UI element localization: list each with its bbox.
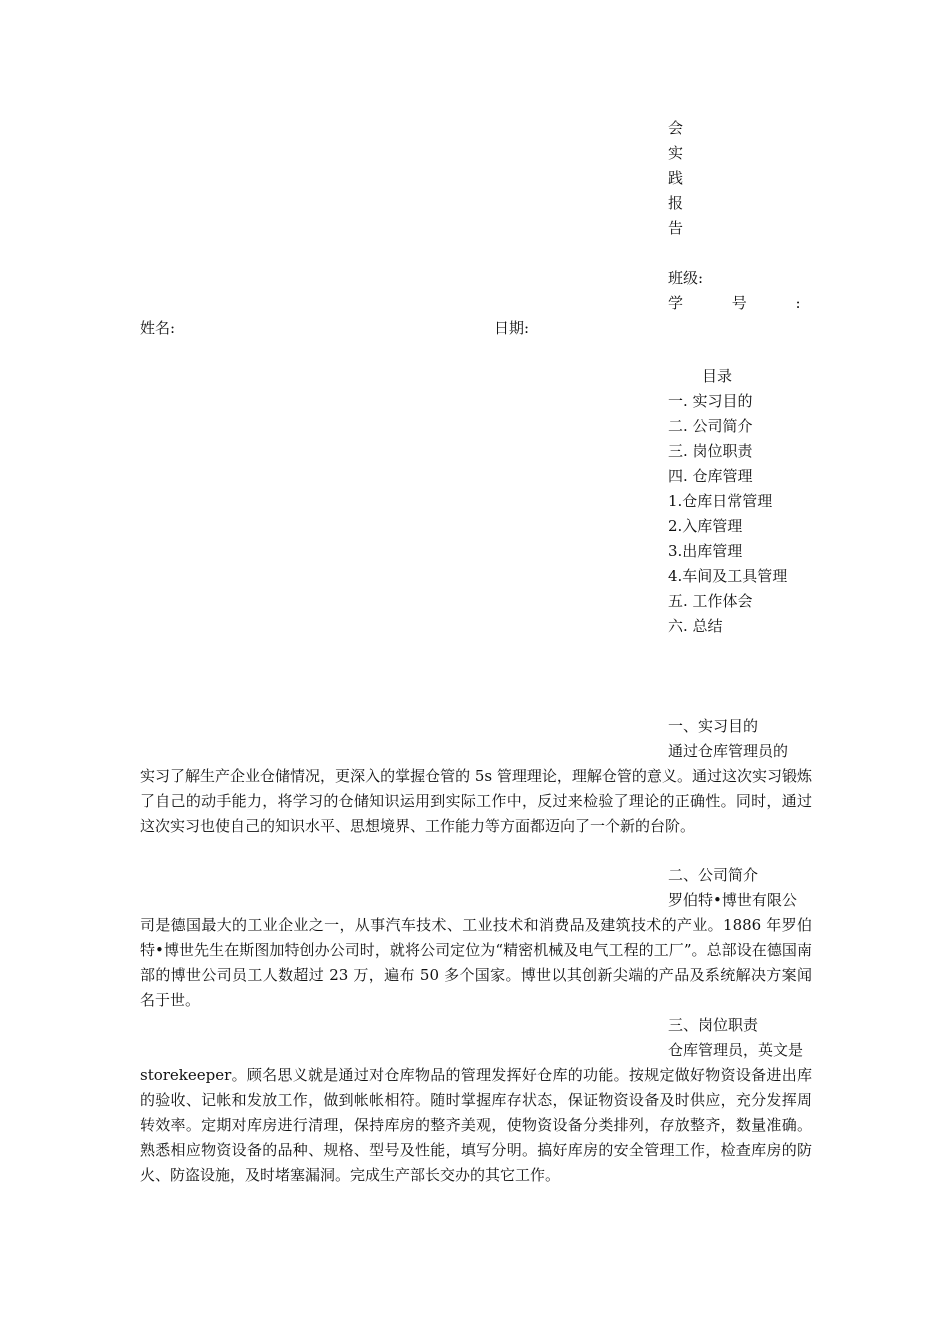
- student-id-label: 学 号 :: [668, 294, 801, 312]
- toc-item: 四. 仓库管理: [668, 467, 753, 485]
- paragraph-lead: 罗伯特•博世有限公: [668, 891, 797, 909]
- toc-item: 2.入库管理: [668, 517, 743, 535]
- cover-title-char: 实: [668, 144, 684, 162]
- paragraph-body: storekeeper。顾名思义就是通过对仓库物品的管理发挥好仓库的功能。按规定做好物资设备进出库的验收、记帐和发放工作，做到帐帐相符。随时掌握库存状态，保证物资设备及时供应，充分发挥周转效率。定期对库房进行清理，保持库房的整齐美观，使物资设备分类排列，存放整齐，数量准确。熟悉相应物资设备的品种、规格、型号及性能，填写分明。搞好库房的安全管理工作，检查库房的防火、防盗设施，及时堵塞漏洞。完成生产部长交办的其它工作。: [140, 1066, 812, 1184]
- paragraph-body: 司是德国最大的工业企业之一，从事汽车技术、工业技术和消费品及建筑技术的产业。1886 年罗伯特•博世先生在斯图加特创办公司时，就将公司定位为“精密机械及电气工程的工厂”。总部设在德国南部的博世公司员工人数超过 23 万，遍布 50 多个国家。博世以其创新尖端的产品及系统解决方案闻名于世。: [140, 916, 812, 1009]
- section-paragraph: [140, 888, 812, 1013]
- name-label: 姓名:: [140, 319, 176, 337]
- cover-title-char: 践: [668, 169, 684, 187]
- cover-title-char: 报: [668, 194, 684, 212]
- section-heading: 一、实习目的: [668, 717, 759, 735]
- cover-title-char: 告: [668, 219, 684, 237]
- toc-item: 一. 实习目的: [668, 392, 753, 410]
- toc-item: 三. 岗位职责: [668, 442, 753, 460]
- paragraph-lead: 仓库管理员，英文是: [668, 1041, 804, 1059]
- cover-title-char: 会: [668, 119, 684, 137]
- paragraph-lead: 通过仓库管理员的: [668, 742, 789, 760]
- section-paragraph: [140, 1038, 812, 1188]
- cover-title-vertical: [668, 116, 698, 241]
- class-label: 班级:: [668, 269, 704, 287]
- section-paragraph: [140, 739, 812, 839]
- toc-item: 1.仓库日常管理: [668, 492, 773, 510]
- date-label: 日期:: [494, 319, 530, 337]
- toc-item: 4.车间及工具管理: [668, 567, 788, 585]
- paragraph-body: 实习了解生产企业仓储情况，更深入的掌握仓管的 5s 管理理论，理解仓管的意义。通过这次实习锻炼了自己的动手能力，将学习的仓储知识运用到实际工作中，反过来检验了理论的正确性。同时，通过这次实习也使自己的知识水平、思想境界、工作能力等方面都迈向了一个新的台阶。: [140, 767, 812, 835]
- table-of-contents: [668, 364, 787, 639]
- toc-item: 六. 总结: [668, 617, 723, 635]
- toc-item: 五. 工作体会: [668, 592, 753, 610]
- toc-item: 二. 公司简介: [668, 417, 753, 435]
- toc-item: 3.出库管理: [668, 542, 743, 560]
- toc-title: 目录: [702, 367, 733, 385]
- section-heading: 二、公司简介: [668, 866, 759, 884]
- section-heading: 三、岗位职责: [668, 1016, 759, 1034]
